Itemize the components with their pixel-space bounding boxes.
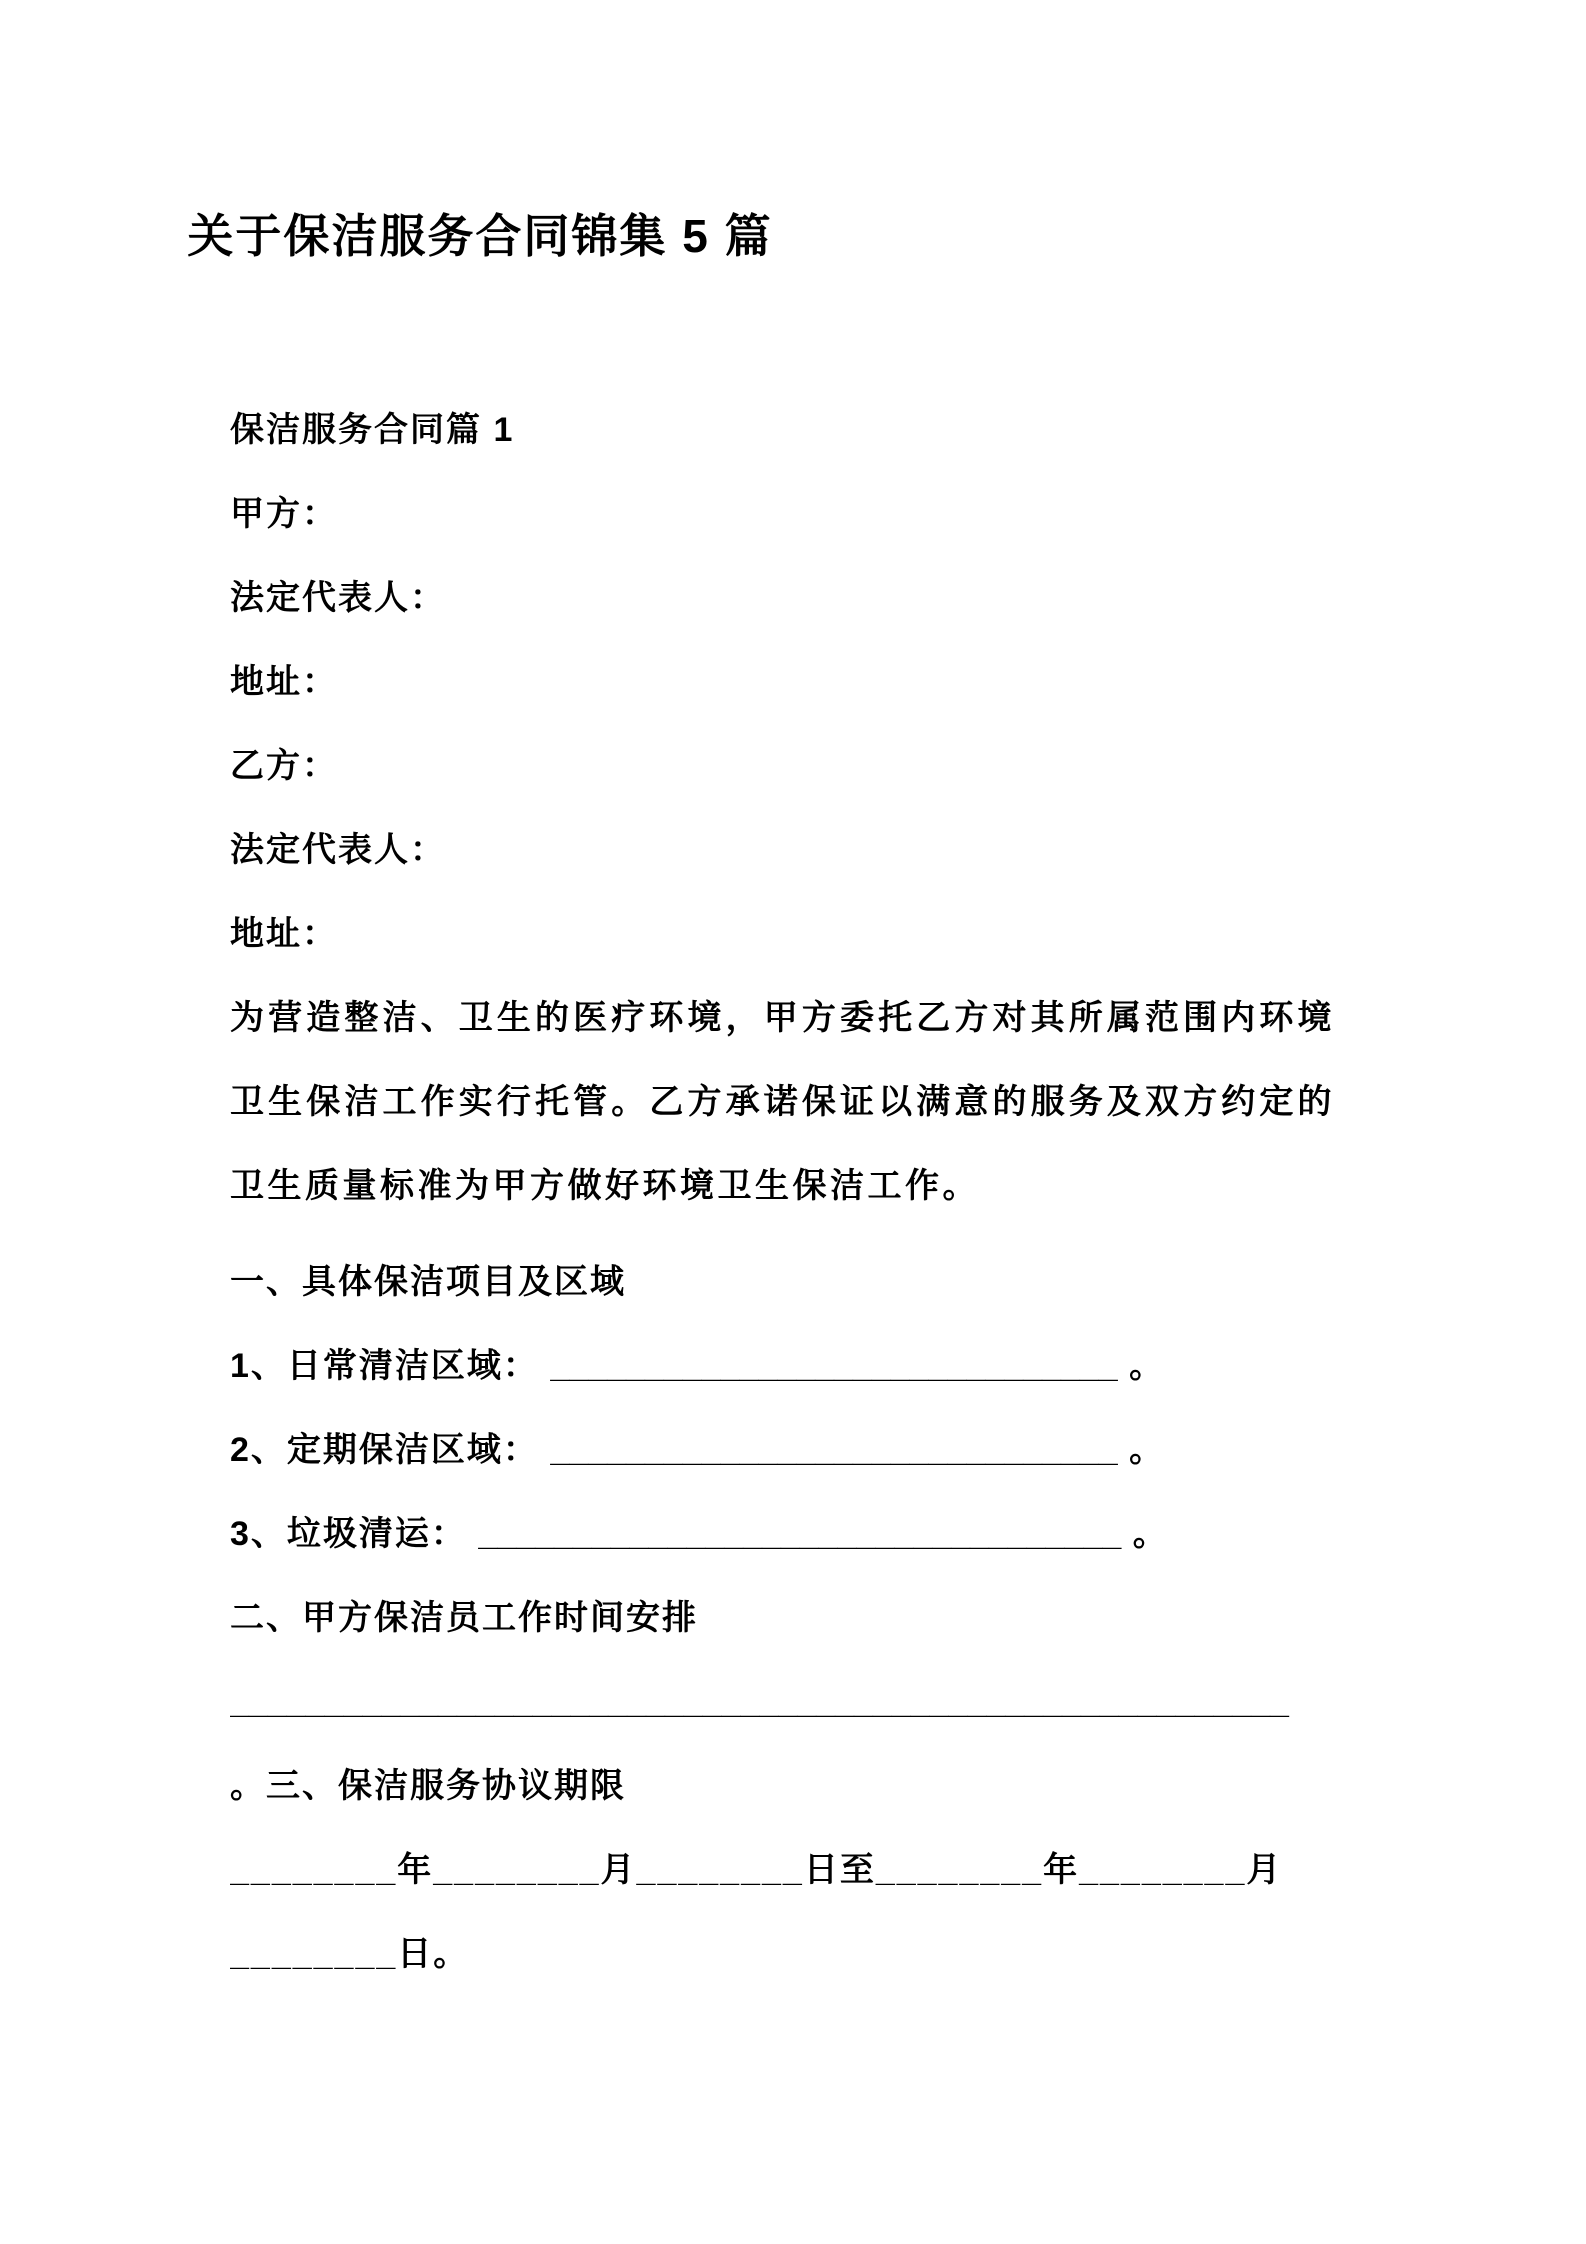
clause-three-heading: 。三、保洁服务协议期限 bbox=[230, 1766, 626, 1805]
item-label: 3、垃圾清运： bbox=[230, 1514, 467, 1553]
section-heading: 保洁服务合同篇 1 bbox=[230, 410, 515, 449]
blank-fill-line: ________________________________________________________ bbox=[230, 1682, 1289, 1721]
fill-in-blank: __________________________________ bbox=[478, 1514, 1122, 1553]
fill-in-blank: ______________________________ bbox=[550, 1430, 1118, 1469]
party-a-address-line: 地址： bbox=[230, 662, 338, 701]
party-b-representative-line: 法定代表人： bbox=[230, 830, 446, 869]
term-dates-line-1: ________年________月________日至________年________月 bbox=[230, 1850, 1283, 1889]
item-suffix: 。 bbox=[1129, 1346, 1166, 1385]
item-garbage-removal bbox=[230, 1492, 1335, 1576]
party-a-line: 甲方： bbox=[230, 494, 338, 533]
item-daily-cleaning-area bbox=[230, 1324, 1335, 1408]
fill-in-blank: ______________________________ bbox=[550, 1346, 1118, 1385]
document-body bbox=[230, 388, 1335, 1996]
party-b-line: 乙方： bbox=[230, 746, 338, 785]
item-label: 1、日常清洁区域： bbox=[230, 1346, 539, 1385]
item-suffix: 。 bbox=[1132, 1514, 1169, 1553]
clause-one-heading: 一、具体保洁项目及区域 bbox=[230, 1262, 626, 1301]
party-b-address-line: 地址： bbox=[230, 914, 338, 953]
intro-paragraph: 为营造整洁、卫生的医疗环境，甲方委托乙方对其所属范围内环境卫生保洁工作实行托管。乙方承诺保证以满意的服务及双方约定的卫生质量标准为甲方做好环境卫生保洁工作。 bbox=[230, 998, 1335, 1205]
term-dates-line-2: ________日。 bbox=[230, 1934, 470, 1973]
clause-two-heading: 二、甲方保洁员工作时间安排 bbox=[230, 1598, 698, 1637]
item-periodic-cleaning-area bbox=[230, 1408, 1335, 1492]
party-a-representative-line: 法定代表人： bbox=[230, 578, 446, 617]
item-suffix: 。 bbox=[1129, 1430, 1166, 1469]
document-title: 关于保洁服务合同锦集 5 篇 bbox=[187, 210, 773, 262]
item-label: 2、定期保洁区域： bbox=[230, 1430, 539, 1469]
